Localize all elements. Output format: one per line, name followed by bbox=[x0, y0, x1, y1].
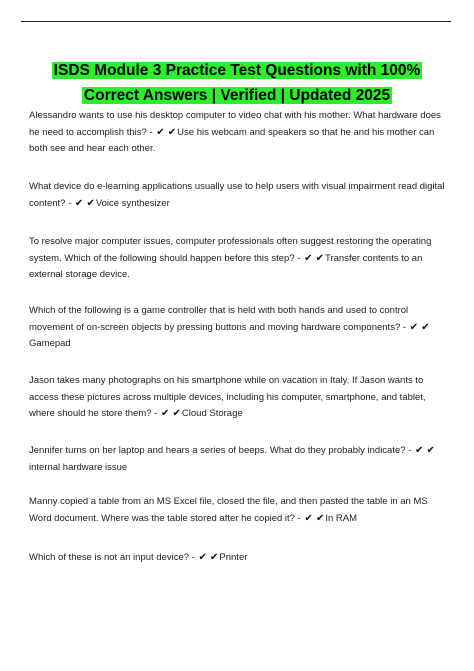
check-icon: ✔ ✔ bbox=[414, 445, 435, 456]
check-icon: ✔ ✔ bbox=[304, 512, 325, 524]
qa-item-1 bbox=[29, 108, 445, 158]
title-line-2: Correct Answers | Verified | Updated 2025 bbox=[83, 87, 391, 104]
answer-text: Printer bbox=[219, 552, 248, 563]
qa-item-6 bbox=[29, 443, 445, 476]
qa-item-4 bbox=[29, 303, 445, 353]
question-text: What device do e-learning applications usually use to help users with visual impairment read digital content? - bbox=[29, 181, 445, 209]
question-text: Manny copied a table from an MS Excel file, closed the file, and then pasted the table in an MS Word document. Where was the table stored after he copied it? - bbox=[29, 496, 428, 524]
answer-text: Transfer contents to an external storage device. bbox=[29, 252, 423, 280]
answer-text: Use his webcam and speakers so that he and his mother can both see and hear each other. bbox=[29, 126, 435, 154]
check-icon: ✔ ✔ bbox=[198, 552, 219, 563]
answer-text: In RAM bbox=[325, 512, 358, 524]
check-icon: ✔ ✔ bbox=[304, 252, 325, 264]
answer-text: Gamepad bbox=[29, 338, 71, 349]
qa-item-8 bbox=[29, 550, 445, 567]
qa-item-3 bbox=[29, 234, 445, 284]
check-icon: ✔ ✔ bbox=[409, 321, 430, 333]
title-line-1: ISDS Module 3 Practice Test Questions with 100% bbox=[53, 62, 421, 79]
qa-item-5 bbox=[29, 373, 445, 423]
check-icon: ✔ ✔ bbox=[156, 126, 177, 138]
answer-text: Voice synthesizer bbox=[95, 197, 170, 209]
qa-item-7 bbox=[29, 494, 445, 527]
page-title bbox=[40, 58, 434, 108]
question-text: Which of the following is a game controller that is held with both hands and used to control movement of on-screen objects by pressing buttons and moving hardware components? - bbox=[29, 305, 409, 333]
question-text: Jennifer turns on her laptop and hears a series of beeps. What do they probably indicate? - bbox=[29, 445, 412, 456]
question-text: Alessandro wants to use his desktop computer to video chat with his mother. What hardware does he need to accomplish this? - bbox=[29, 110, 441, 138]
qa-item-2 bbox=[29, 179, 445, 212]
answer-text: Cloud Storage bbox=[181, 408, 243, 419]
question-text: To resolve major computer issues, computer professionals often suggest restoring the operating system. Which of the following should happen before this step? - bbox=[29, 236, 432, 264]
header-rule bbox=[21, 21, 451, 22]
check-icon: ✔ ✔ bbox=[160, 408, 181, 419]
check-icon: ✔ ✔ bbox=[74, 197, 95, 209]
question-text: Jason takes many photographs on his smartphone while on vacation in Italy. If Jason wants to access these pictures across multiple devices, including his computer, smartphone, and tablet, where should he store them? - bbox=[29, 375, 426, 419]
answer-text: internal hardware issue bbox=[29, 461, 128, 473]
question-text: Which of these is not an input device? - bbox=[29, 552, 195, 563]
